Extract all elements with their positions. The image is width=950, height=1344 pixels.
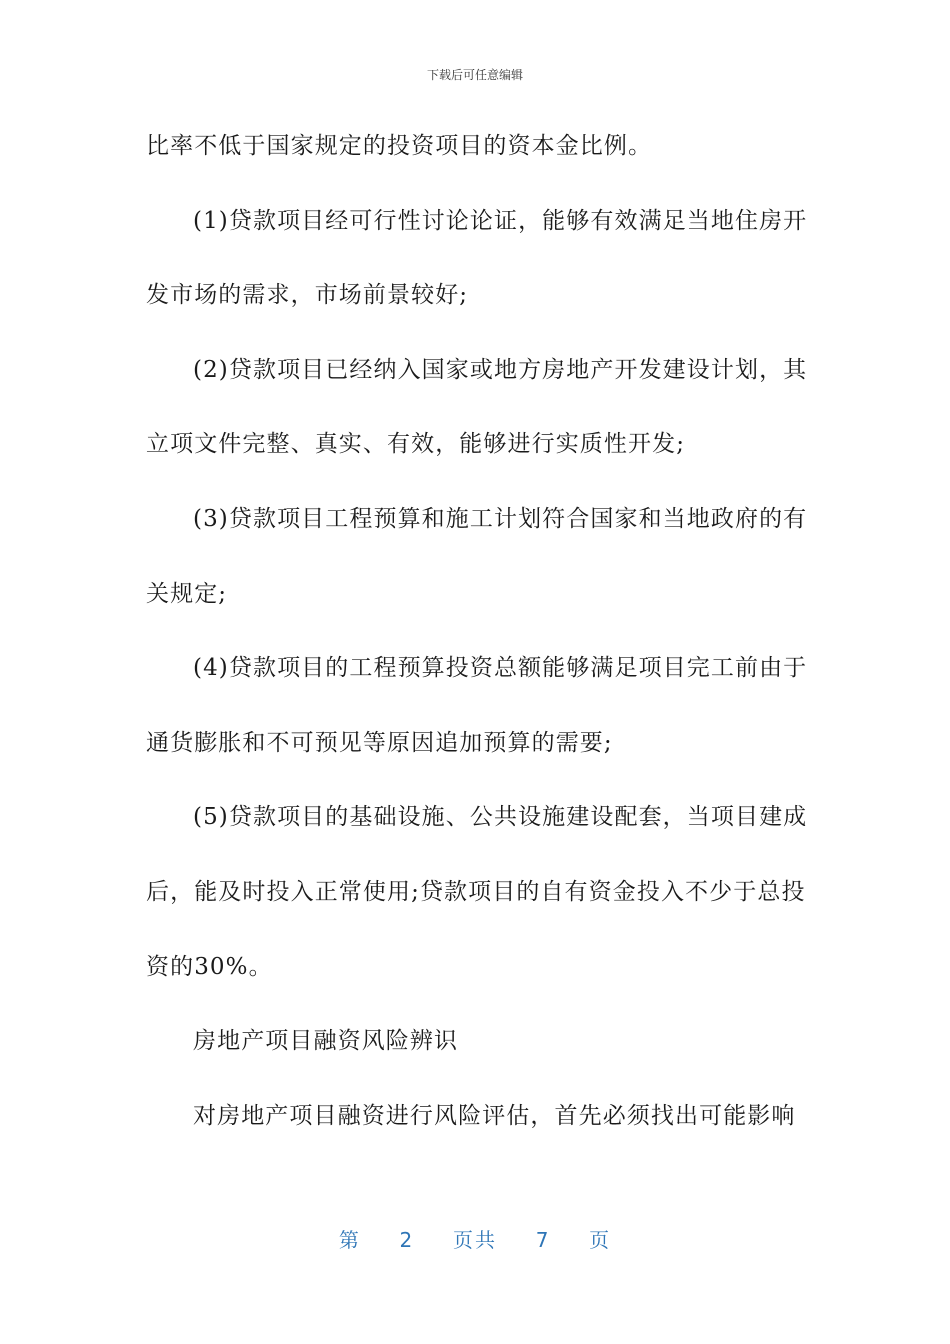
text-line: (2)贷款项目已经纳入国家或地方房地产开发建设计划，其 — [193, 356, 808, 383]
page-suffix: 页 — [589, 1228, 612, 1252]
current-page-number: 2 — [399, 1228, 415, 1252]
document-body — [146, 124, 806, 1168]
total-pages-number: 7 — [535, 1228, 551, 1252]
text-line: (4)贷款项目的工程预算投资总额能够满足项目完工前由于 — [193, 655, 808, 682]
text-line: (1)贷款项目经可行性讨论论证，能够有效满足当地住房开 — [193, 207, 808, 234]
section-heading: 房地产项目融资风险辨识 — [193, 1028, 459, 1055]
text-line: 立项文件完整、真实、有效，能够进行实质性开发; — [146, 431, 686, 458]
text-line: 对房地产项目融资进行风险评估，首先必须找出可能影响 — [193, 1102, 796, 1129]
page-middle: 页共 — [453, 1228, 497, 1252]
page-footer — [0, 1224, 950, 1253]
text-line: 发市场的需求，市场前景较好; — [146, 282, 469, 309]
text-line: 后，能及时投入正常使用;贷款项目的自有资金投入不少于总投 — [146, 878, 806, 905]
text-line: (5)贷款项目的基础设施、公共设施建设配套，当项目建成 — [193, 804, 808, 831]
page-header: 下载后可任意编辑 — [426, 68, 523, 82]
page-prefix: 第 — [338, 1228, 361, 1252]
text-line: 通货膨胀和不可预见等原因追加预算的需要; — [146, 729, 613, 756]
text-line: 关规定; — [146, 580, 228, 607]
text-line: 比率不低于国家规定的投资项目的资本金比例。 — [146, 133, 653, 159]
text-line: (3)贷款项目工程预算和施工计划符合国家和当地政府的有 — [193, 505, 808, 532]
text-line: 资的30%。 — [146, 953, 273, 980]
